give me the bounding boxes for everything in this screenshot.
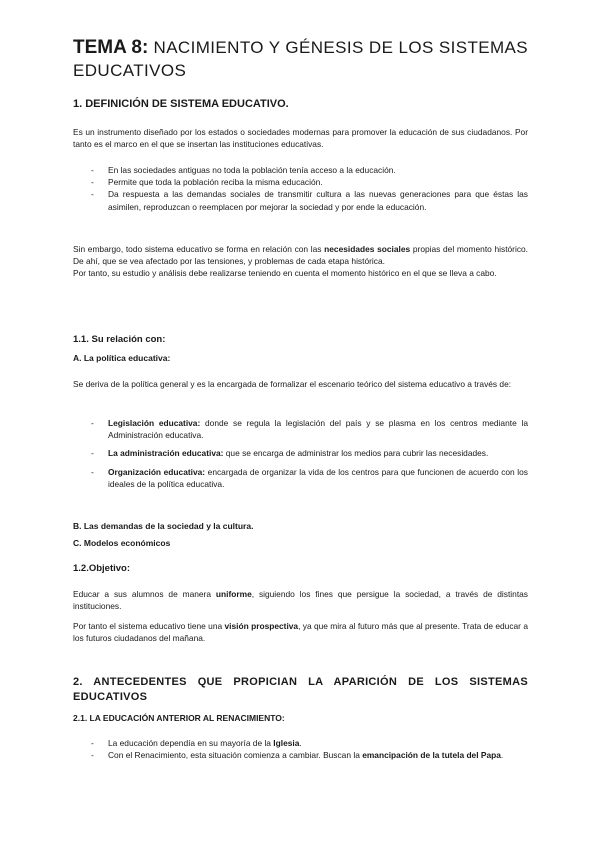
list-item: - Da respuesta a las demandas sociales de transmitir cultura a las nuevas generaciones para que éstas las asimilen, reproduzcan o reemplacen por mejorar la sociedad y por ende la educación. (73, 188, 528, 212)
list-item (73, 466, 528, 490)
subsection-1-1-a-intro: Se deriva de la política general y es la encargada de formalizar el escenario teórico del sistema educativo a través de: (73, 379, 512, 389)
list-item-text: donde se regula la legislación del país y se plasma en los centros mediante la Administración educativa. (108, 418, 528, 441)
subsection-1-2-heading: 1.2.Objetivo: (73, 563, 131, 574)
emphasis-text: emancipación de la tutela del Papa (362, 750, 501, 761)
section-1-intro: Es un instrumento diseñado por los estados o sociedades modernas para promover la educación de sus ciudadanos. Por tanto es el marco en el que se insertan las instituciones educativas. (73, 127, 528, 150)
section-2-heading: 2. ANTECEDENTES QUE PROPICIAN LA APARICIÓN DE LOS SISTEMAS EDUCATIVOS (73, 676, 528, 703)
text-run: propias del momento histórico. De ahí, que se vea afectado por las tensiones, y problemas de cada etapa histórica. (73, 244, 528, 267)
list-item (73, 417, 528, 441)
text-run: La educación dependía en su mayoría de la (108, 738, 274, 748)
list-item-term: Legislación educativa: (108, 418, 201, 428)
subsection-1-1-heading: 1.1. Su relación con: (73, 334, 166, 345)
politica-educativa-list (73, 417, 528, 490)
text-run: , ya que mira al futuro más que al presente. Trata de educar a los futuros ciudadanos del mañana. (73, 621, 528, 644)
subsection-1-2-paragraph-2 (73, 620, 528, 644)
text-run: Sin embargo, todo sistema educativo se forma en relación con las (73, 244, 325, 254)
list-item-text: encargada de organizar la vida de los centros para que funcionen de acuerdo con los ideales de la política educativa. (108, 466, 528, 489)
list-item (73, 737, 528, 749)
subsection-2-1-heading: 2.1. LA EDUCACIÓN ANTERIOR AL RENACIMIENTO: (73, 713, 285, 723)
subsection-1-2-paragraph-1 (73, 588, 528, 612)
list-item: - Permite que toda la población reciba la misma educación. (73, 176, 528, 188)
emphasis-text: visión prospectiva (224, 621, 299, 631)
list-item-term: La administración educativa: (108, 448, 224, 459)
text-run: Con el Renacimiento, esta situación comienza a cambiar. Buscan la (108, 750, 363, 761)
section-2-1-list (73, 737, 528, 761)
text-run: Por tanto el sistema educativo tiene una (73, 621, 225, 631)
emphasis-text: uniforme (215, 589, 252, 599)
title-text: NACIMIENTO Y GÉNESIS DE LOS SISTEMAS EDUCATIVOS (73, 38, 529, 80)
subsection-1-1-b-heading: B. Las demandas de la sociedad y la cultura. (73, 521, 254, 531)
title-topic-number: TEMA 8: (73, 37, 149, 58)
document-title (73, 36, 528, 82)
section-1-heading: 1. DEFINICIÓN DE SISTEMA EDUCATIVO. (73, 98, 289, 110)
text-run: . (299, 738, 302, 748)
text-run: Educar a sus alumnos de manera (73, 589, 216, 599)
list-item-text: que se encarga de administrar los medios para cubrir las necesidades. (223, 448, 489, 459)
list-item (73, 447, 528, 459)
list-item (73, 749, 528, 761)
section-1-list (73, 164, 528, 213)
section-1-paragraph-2 (73, 243, 528, 267)
section-1-paragraph-3: Por tanto, su estudio y análisis debe realizarse teniendo en cuenta el momento histórico en el que se lleva a cabo. (73, 268, 497, 279)
text-run: , siguiendo los fines que persigue la sociedad, a través de distintas instituciones. (73, 589, 528, 612)
subsection-1-1-a-heading: A. La política educativa: (73, 353, 171, 363)
list-item-term: Organización educativa: (108, 466, 206, 477)
emphasis-text: Iglesia (273, 738, 300, 748)
text-run: . (500, 750, 504, 761)
list-item: - En las sociedades antiguas no toda la población tenía acceso a la educación. (73, 164, 528, 176)
subsection-1-1-c-heading: C. Modelos económicos (73, 538, 171, 548)
emphasis-text: necesidades sociales (324, 244, 411, 254)
